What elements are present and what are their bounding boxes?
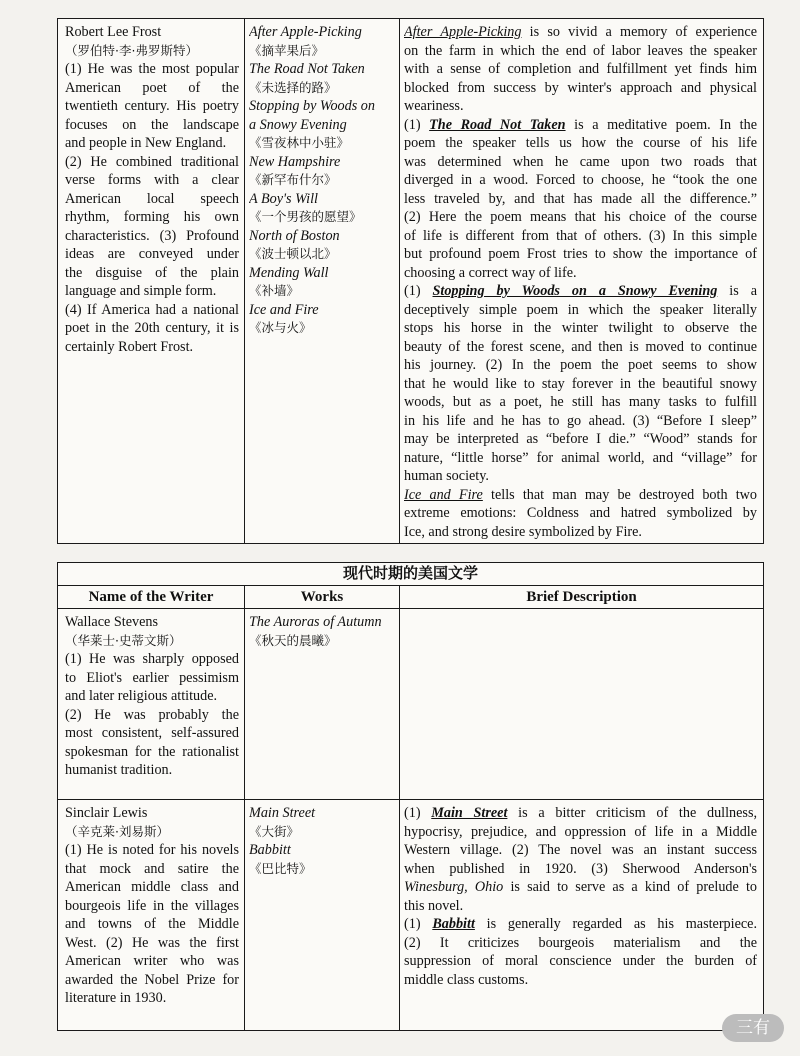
work-title: A Boy's Will [249, 190, 318, 207]
work-title: The Road Not Taken [429, 116, 566, 133]
work-title-chinese: 《摘苹果后》 [249, 42, 325, 58]
description-line [404, 319, 757, 338]
description-line [404, 356, 757, 375]
writer-cell-lewis [58, 800, 245, 1031]
description-text: was determined when he came upon two roads that [404, 153, 757, 170]
description-line [404, 467, 757, 486]
work-title-chinese: 《波士顿以北》 [249, 246, 337, 261]
description-line [404, 486, 757, 505]
writer-note-line: (1) He is noted for his novels [65, 842, 239, 858]
work-title: a Snowy Evening [249, 116, 347, 133]
description-text: on the farm in which the end of labor leaves the speaker [404, 42, 757, 59]
table-row-lewis [58, 800, 764, 1031]
description-text: is a bitter criticism of the dullness, [507, 805, 758, 821]
item-number: (1) [404, 916, 433, 932]
writer-note-line: literature in 1930. [65, 990, 167, 1006]
description-line [404, 97, 757, 116]
table-row-stevens [58, 609, 764, 800]
description-line [404, 153, 757, 172]
writer-cell-stevens [58, 609, 245, 800]
writer-note-line: poet in the 20th century, it is [65, 320, 239, 336]
description-line [404, 23, 757, 42]
works-cell-frost [245, 19, 400, 544]
work-title: North of Boston [249, 227, 340, 244]
description-text: may be interpreted as “before I die.” “Wood” stands for [404, 431, 757, 447]
description-text: woods, but as a poet, he still has many tasks to fulfill [404, 394, 757, 410]
description-line [404, 523, 757, 542]
description-line [404, 79, 757, 98]
work-title: After Apple-Picking [404, 24, 522, 40]
description-text: when published in 1920. (3) Sherwood Anderson's [404, 860, 758, 877]
description-text: but profound poem Frost tries to show the importance of [404, 246, 757, 262]
description-line [404, 897, 757, 916]
description-line [404, 227, 757, 246]
description-text: weariness. [404, 98, 464, 114]
writer-note-line: certainly Robert Frost. [65, 338, 194, 355]
writer-note-line: most consistent, self-assured [65, 725, 239, 741]
writer-note-line: to Eliot's earlier pessimism [65, 669, 239, 686]
description-text: is a [717, 283, 757, 299]
description-line [404, 42, 757, 61]
work-title: Babbitt [432, 916, 475, 932]
description-text: tells that man may be destroyed both two [482, 486, 757, 503]
description-line [404, 504, 757, 523]
description-line [404, 171, 757, 190]
work-title: The Road Not Taken [249, 61, 365, 77]
writer-name: Sinclair Lewis [65, 805, 148, 821]
writer-note-line: verse forms with a clear [65, 172, 239, 188]
watermark-badge: 三有 [722, 1014, 784, 1042]
description-line [404, 282, 757, 301]
description-text: stops his horse in the winter twilight to observe the [404, 320, 757, 336]
writer-note-line: (2) He was probably the [65, 706, 239, 723]
work-title: Stopping by Woods on [249, 98, 375, 114]
table-row-frost [58, 19, 764, 544]
writer-name-chinese: （华莱士·史蒂文斯） [65, 632, 182, 648]
writer-note-line: (4) If America had a national [65, 301, 239, 318]
description-line [404, 878, 757, 897]
description-text: (2) It criticizes bourgeois materialism and the [404, 934, 758, 951]
description-text: his journey. (2) In the poem the poet seems to show [404, 357, 757, 373]
work-title-chinese: 《一个男孩的愿望》 [249, 209, 362, 224]
description-line [404, 208, 757, 227]
description-text: blocked from success by winter's approach and physical [404, 79, 757, 96]
writer-name: Wallace Stevens [65, 614, 159, 630]
work-title-chinese: 《秋天的晨曦》 [249, 632, 337, 648]
header-description: Brief Description [400, 586, 764, 609]
description-line [404, 823, 757, 842]
description-line [404, 338, 757, 357]
description-text: (2) Here the poem means that his choice of the course [404, 209, 757, 225]
work-title: The Auroras of Autumn [249, 614, 382, 630]
writer-note-line: (1) He was sharply opposed [65, 651, 239, 667]
description-line [404, 412, 757, 431]
description-text: human society. [404, 468, 489, 484]
header-writer: Name of the Writer [58, 586, 245, 609]
description-text: poem the speaker tells us how the course of his life [404, 135, 757, 151]
work-title-chinese: 《新罕布什尔》 [249, 172, 337, 187]
table-caption-row [58, 563, 764, 586]
description-line [404, 841, 757, 860]
work-title: Main Street [431, 805, 508, 821]
description-line [404, 301, 757, 320]
frost-table [57, 18, 764, 544]
works-cell-stevens [245, 609, 400, 800]
writer-note-line: bourgeois life in the villages [65, 897, 239, 914]
writer-cell-frost [58, 19, 245, 544]
writer-note-line: American writer who was [65, 953, 239, 969]
description-line [404, 116, 757, 135]
writer-note-line: language and simple form. [65, 283, 217, 299]
writer-note-line: humanist tradition. [65, 762, 173, 778]
work-title: Ice and Fire [404, 486, 483, 503]
description-text: that he would like to stay forever in the beautiful snowy [404, 375, 757, 392]
description-text: is a meditative poem. In the [565, 116, 757, 133]
work-title: Mending Wall [249, 264, 329, 281]
writer-note-line: that mock and satire the [65, 860, 239, 877]
description-line [404, 952, 757, 971]
description-text: Ice, and strong desire symbolized by Fire. [404, 523, 642, 540]
description-text: Western village. (2) The novel was an instant success [404, 842, 758, 858]
writer-name-chinese: （罗伯特·李·弗罗斯特） [65, 42, 198, 58]
description-cell-lewis [400, 800, 764, 1031]
work-title: Ice and Fire [249, 301, 319, 318]
description-text: less traveled by, and that has made all the difference.” [404, 190, 757, 207]
writer-note-line: twentieth century. His poetry [65, 98, 239, 114]
item-number: (1) [404, 116, 430, 133]
work-title: Main Street [249, 805, 316, 821]
description-text: beauty of the forest scene, and then is moved to continue [404, 338, 757, 355]
description-line [404, 190, 757, 209]
item-number: (1) [404, 283, 433, 299]
description-text: suppression of moral conscience under the burden of [404, 953, 758, 969]
description-text: in his life and he has to go ahead. (3) “Before I sleep” [404, 412, 757, 429]
description-text: deceptively simple poem in which the speaker literally [404, 301, 757, 318]
writer-note-line: spokesman for the rationalist [65, 743, 239, 760]
header-works: Works [245, 586, 400, 609]
description-line [404, 60, 757, 79]
description-cell-stevens [400, 609, 764, 800]
description-text: with a sense of completion and fulfillment yet finds him [404, 61, 757, 77]
description-line [404, 430, 757, 449]
writer-note-line: the disguise of the plain [65, 264, 239, 281]
writer-note-line: and towns of the Middle [65, 916, 239, 932]
writer-note-line: West. (2) He was the first [65, 934, 239, 951]
description-line [404, 134, 757, 153]
description-text: extreme emotions: Coldness and hatred symbolized by [404, 505, 757, 521]
work-title-chinese: 《未选择的路》 [249, 79, 337, 95]
work-title-chinese: 《补墙》 [249, 283, 300, 298]
description-text: middle class customs. [404, 971, 529, 988]
work-title-chinese: 《大街》 [249, 823, 300, 839]
table-header-row [58, 586, 764, 609]
item-number: (1) [404, 805, 432, 821]
writer-name-chinese: （辛克莱·刘易斯） [65, 823, 169, 839]
description-line [404, 449, 757, 468]
description-cell-frost [400, 19, 764, 544]
description-line [404, 804, 757, 823]
work-title-chinese: 《冰与火》 [249, 320, 312, 335]
work-title: Stopping by Woods on a Snowy Evening [432, 283, 718, 299]
writer-note-line: (2) He combined traditional [65, 153, 239, 170]
description-line [404, 264, 757, 283]
writer-name: Robert Lee Frost [65, 24, 162, 40]
writer-note-line: and later religious attitude. [65, 688, 218, 704]
description-text: diverged in a wood. Forced to choose, he “took the one [404, 172, 757, 188]
description-line [404, 934, 757, 953]
description-line [404, 971, 757, 990]
work-title: Babbitt [249, 842, 291, 858]
writer-note-line: focuses on the landscape [65, 116, 239, 133]
writer-note-line: American middle class and [65, 879, 239, 895]
work-title-chinese: 《雪夜林中小驻》 [249, 135, 350, 150]
modern-period-table [57, 562, 764, 1031]
work-title: New Hampshire [249, 153, 341, 170]
work-title-chinese: 《巴比特》 [249, 860, 312, 876]
writer-note-line: ideas are conveyed under [65, 246, 239, 262]
description-line [404, 375, 757, 394]
writer-note-line: (1) He was the most popular [65, 61, 239, 77]
writer-note-line: American local speech [65, 190, 239, 207]
writer-note-line: and people in New England. [65, 135, 227, 151]
writer-note-line: awarded the Nobel Prize for [65, 971, 239, 988]
description-text: nature, “little horse” for animal world, and “village” for [404, 449, 757, 466]
description-text: is generally regarded as his masterpiece. [474, 916, 758, 932]
description-text: this novel. [404, 897, 464, 914]
description-text: choosing a correct way of life. [404, 264, 577, 281]
description-text: hypocrisy, prejudice, and oppression of life in a Middle [404, 823, 758, 840]
description-text: is so vivid a memory of experience [521, 24, 757, 40]
work-title: After Apple-Picking [249, 24, 362, 40]
description-line [404, 860, 757, 879]
description-line [404, 393, 757, 412]
description-line [404, 915, 757, 934]
work-title: Winesburg, Ohio [404, 879, 504, 895]
works-cell-lewis [245, 800, 400, 1031]
writer-note-line: characteristics. (3) Profound [65, 227, 239, 244]
description-text: is said to serve as a kind of prelude to [503, 879, 758, 895]
description-line [404, 245, 757, 264]
writer-note-line: American poet of the [65, 79, 239, 96]
table-caption: 现代时期的美国文学 [58, 563, 764, 586]
writer-note-line: rhythm, forming his own [65, 209, 239, 225]
description-text: of life is different from that of others. (3) In this simple [404, 227, 757, 244]
